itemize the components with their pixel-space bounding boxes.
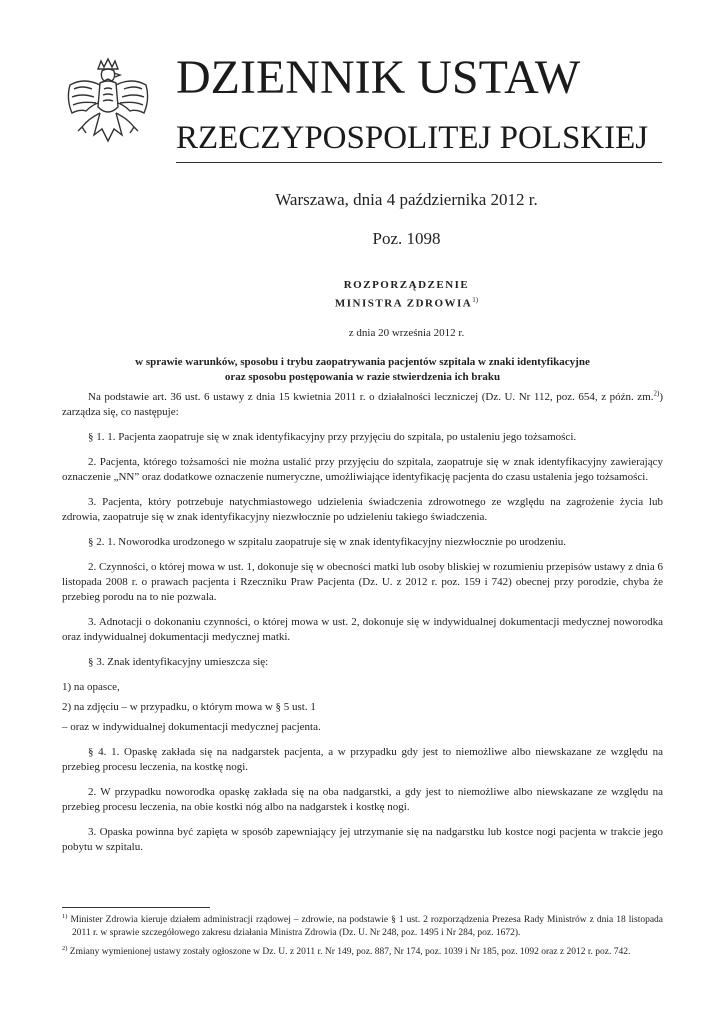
footnotes (62, 910, 663, 961)
preamble (62, 390, 663, 420)
act-body (62, 390, 663, 865)
preamble-footnote-ref: 2) (653, 389, 660, 398)
paragraph-s2-3: 3. Adnotacji o dokonaniu czynności, o której mowa w ust. 2, dokonuje się w indywidualnej dokumentacji medycznej noworodka oraz indywidualnej dokumentacji medycznej matki. (62, 616, 663, 643)
paragraph-s1-2: 2. Pacjenta, którego tożsamości nie można ustalić przy przyjęciu do szpitala, zaopatruje się w znak identyfikacyjny zawierający oznaczenie „NN” oraz dodatkowe oznaczenie numeryczne, umożliwiające identyfikację pacjenta do czasu ustalenia jego tożsamości. (62, 456, 663, 483)
paragraph-s1-1: § 1. 1. Pacjenta zaopatruje się w znak identyfikacyjny przy przyjęciu do szpitala, po ustaleniu jego tożsamości. (88, 431, 577, 443)
footnote-text: Minister Zdrowia kieruje działem administracji rządowej – zdrowie, na podstawie § 1 ust. 2 rozporządzenia Prezesa Rady Ministrów z dnia 18 listopada 2011 r. w sprawie szczegółowego zakresu działania Ministra Zdrowia (Dz. U. Nr 248, poz. 1495 i Nr 284, poz. 1672). (70, 915, 664, 939)
paragraph-s3-intro: § 3. Znak identyfikacyjny umieszcza się: (88, 656, 269, 668)
journal-subtitle: RZECZYPOSPOLITEJ POLSKIEJ (176, 120, 649, 156)
act-subject-line: w sprawie warunków, sposobu i trybu zaopatrywania pacjentów szpitala w znaki identyfikacyjne (135, 356, 590, 368)
act-author-footnote-ref: 1) (472, 296, 479, 304)
act-subject-line: oraz sposobu postępowania w razie stwierdzenia ich braku (224, 371, 501, 383)
preamble-text-end: ) zarządza się, co następuje: (62, 391, 663, 418)
paragraph-s4-3: 3. Opaska powinna być zapięta w sposób zapewniający jej utrzymanie się na nadgarstku lub kostce nogi pacjenta w trakcie jego pobytu w szpitalu. (62, 826, 663, 853)
footnote-2 (62, 942, 663, 959)
position-number: Poz. 1098 (372, 229, 441, 248)
list-item: 2) na zdjęciu – w przypadku, o którym mowa w § 5 ust. 1 (62, 701, 316, 713)
footnote-mark: 2) (62, 945, 68, 953)
title-rule (176, 162, 662, 163)
paragraph-s2-2: 2. Czynności, o której mowa w ust. 1, dokonuje się w obecności matki lub osoby bliskiej w rozumieniu przepisów ustawy z dnia 6 listopada 2008 r. o prawach pacjenta i Rzeczniku Praw Pacjenta (Dz. U. z 2012 r. poz. 159 i 742) obecnej przy porodzie, chyba że przebieg porodu na to nie pozwala. (62, 561, 663, 603)
list-item: 1) na opasce, (62, 681, 120, 693)
act-author-name: MINISTRA ZDROWIA (334, 297, 473, 310)
preamble-text: Na podstawie art. 36 ust. 6 ustawy z dnia 15 kwietnia 2011 r. o działalności leczniczej (Dz. U. Nr 112, poz. 654, z późn. zm. (88, 391, 654, 403)
footnote-1 (62, 910, 663, 940)
act-author (0, 296, 725, 310)
paragraph-s4-2: 2. W przypadku noworodka opaskę zakłada się na oba nadgarstki, a gdy jest to niemożliwe albo niewskazane ze względu na przebieg procesu leczenia, na obie kostki nóg albo na nadgarstek i kostkę nogi. (62, 786, 663, 813)
act-subject (62, 355, 663, 385)
paragraph-s2-1: § 2. 1. Noworodka urodzonego w szpitalu zaopatruje się w znak identyfikacyjny niezwłocznie po urodzeniu. (88, 536, 567, 548)
act-date: z dnia 20 września 2012 r. (348, 327, 465, 339)
journal-title: DZIENNIK USTAW (176, 51, 581, 104)
footnote-rule (62, 907, 210, 908)
polish-eagle-emblem-icon (58, 55, 158, 167)
paragraph-s4-1: § 4. 1. Opaskę zakłada się na nadgarstek pacjenta, a w przypadku gdy jest to niemożliwe albo niewskazane ze względu na przebieg procesu leczenia, na kostkę nogi. (62, 746, 663, 773)
paragraph-s3-tail: – oraz w indywidualnej dokumentacji medycznej pacjenta. (62, 721, 321, 733)
paragraph-s1-3: 3. Pacjenta, który potrzebuje natychmiastowego udzielenia świadczenia zdrowotnego ze względu na zagrożenie życia lub zdrowia, zaopatruje się w znak identyfikacyjny niezwłocznie po udzieleniu takiego świadczenia. (62, 496, 663, 523)
act-type: ROZPORZĄDZENIE (343, 279, 470, 291)
footnote-mark: 1) (62, 913, 68, 920)
publication-date: Warszawa, dnia 4 października 2012 r. (275, 190, 538, 209)
footnote-text: Zmiany wymienionej ustawy zostały ogłoszone w Dz. U. z 2011 r. Nr 149, poz. 887, Nr 174, poz. 1039 i Nr 185, poz. 1092 oraz z 2012 r. poz. 742. (69, 947, 631, 958)
